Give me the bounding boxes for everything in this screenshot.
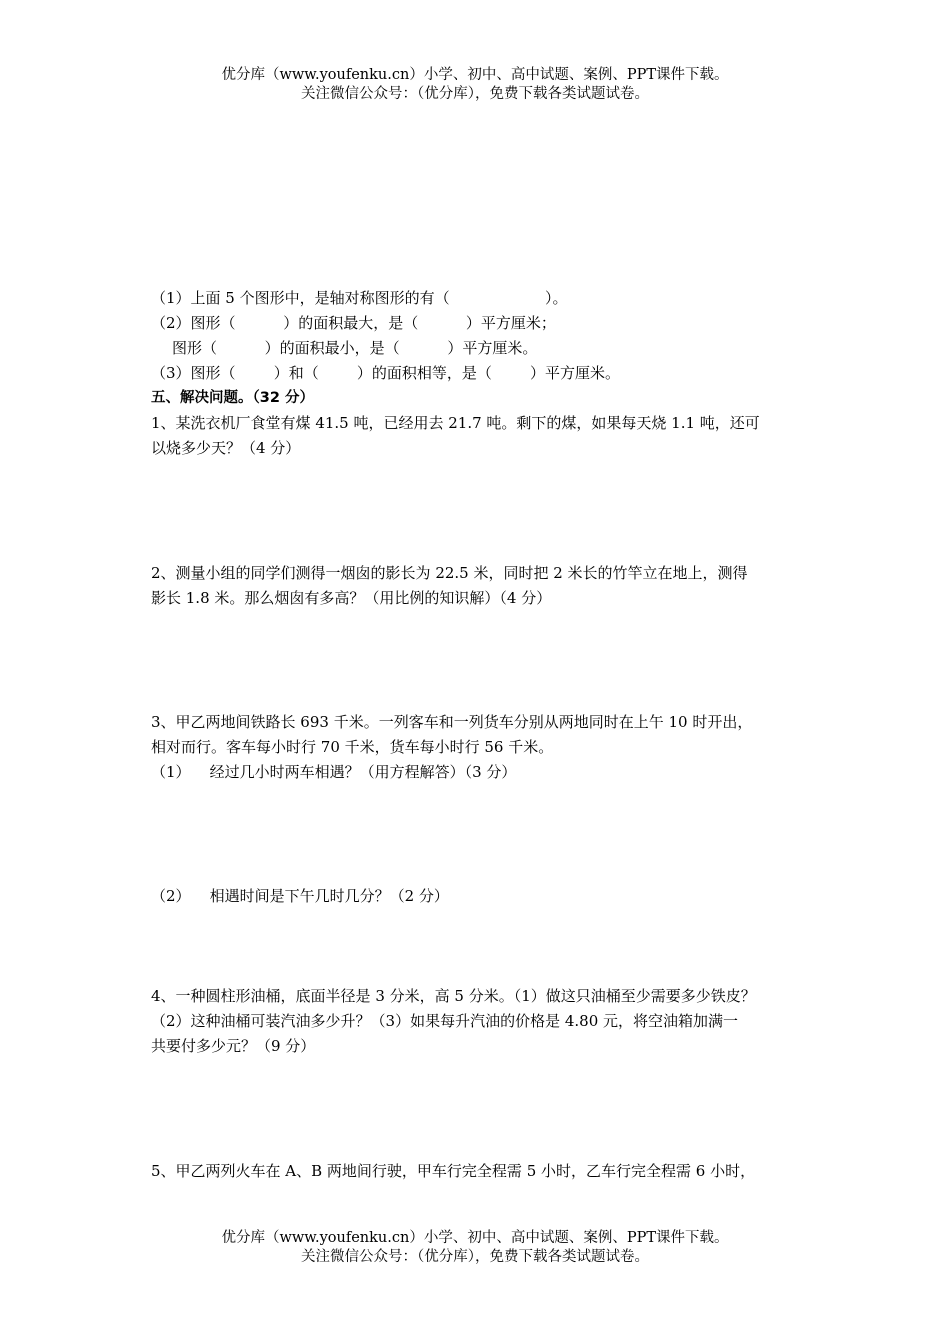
section-title: 五、解决问题。（32 分） (151, 390, 314, 406)
figure-question-2b: 图形（ ）的面积最小，是（ ）平方厘米。 (172, 339, 538, 357)
problem-3-line-2: 相对而行。客车每小时行 70 千米，货车每小时行 56 千米。 (151, 738, 554, 756)
problem-1-line-2: 以烧多少天？（4 分） (151, 439, 301, 457)
problem-3-subquestion-1: （1） 经过几小时两车相遇？（用方程解答）（3 分） (151, 763, 517, 781)
problem-4-line-2: （2）这种油桶可装汽油多少升？（3）如果每升汽油的价格是 4.80 元，将空油箱加满一 (151, 1012, 739, 1030)
problem-4-line-1: 4、一种圆柱形油桶，底面半径是 3 分米，高 5 分米。（1）做这只油桶至少需要多少铁皮？ (151, 987, 756, 1005)
header-line-1: 优分库（www.youfenku.cn）小学、初中、高中试题、案例、PPT课件下载。 (221, 67, 729, 83)
problem-4-line-3: 共要付多少元？（9 分） (151, 1037, 316, 1055)
problem-3-subquestion-2: （2） 相遇时间是下午几时几分？（2 分） (151, 887, 449, 905)
footer-line-2: 关注微信公众号：（优分库），免费下载各类试题试卷。 (301, 1249, 649, 1265)
figure-question-2a: （2）图形（ ）的面积最大，是（ ）平方厘米； (151, 314, 556, 332)
problem-2-line-2: 影长 1.8 米。那么烟囱有多高？（用比例的知识解）（4 分） (151, 589, 552, 607)
header-line-2: 关注微信公众号：（优分库），免费下载各类试题试卷。 (301, 86, 649, 102)
problem-5-line-1: 5、甲乙两列火车在 A、B 两地间行驶，甲车行完全程需 5 小时，乙车行完全程需 6 小时， (151, 1162, 756, 1180)
page-header (0, 66, 950, 104)
problem-3-line-1: 3、甲乙两地间铁路长 693 千米。一列客车和一列货车分别从两地同时在上午 10 时开出， (151, 713, 753, 731)
problem-1-line-1: 1、某洗衣机厂食堂有煤 41.5 吨，已经用去 21.7 吨。剩下的煤，如果每天烧 1.1 吨，还可 (151, 414, 760, 432)
page-footer (0, 1229, 950, 1267)
figure-question-1: （1）上面 5 个图形中，是轴对称图形的有（ ）。 (151, 289, 568, 307)
footer-line-1: 优分库（www.youfenku.cn）小学、初中、高中试题、案例、PPT课件下载。 (221, 1230, 729, 1246)
figure-question-3: （3）图形（ ）和（ ）的面积相等，是（ ）平方厘米。 (151, 364, 620, 382)
problem-2-line-1: 2、测量小组的同学们测得一烟囱的影长为 22.5 米，同时把 2 米长的竹竿立在地上，测得 (151, 564, 748, 582)
